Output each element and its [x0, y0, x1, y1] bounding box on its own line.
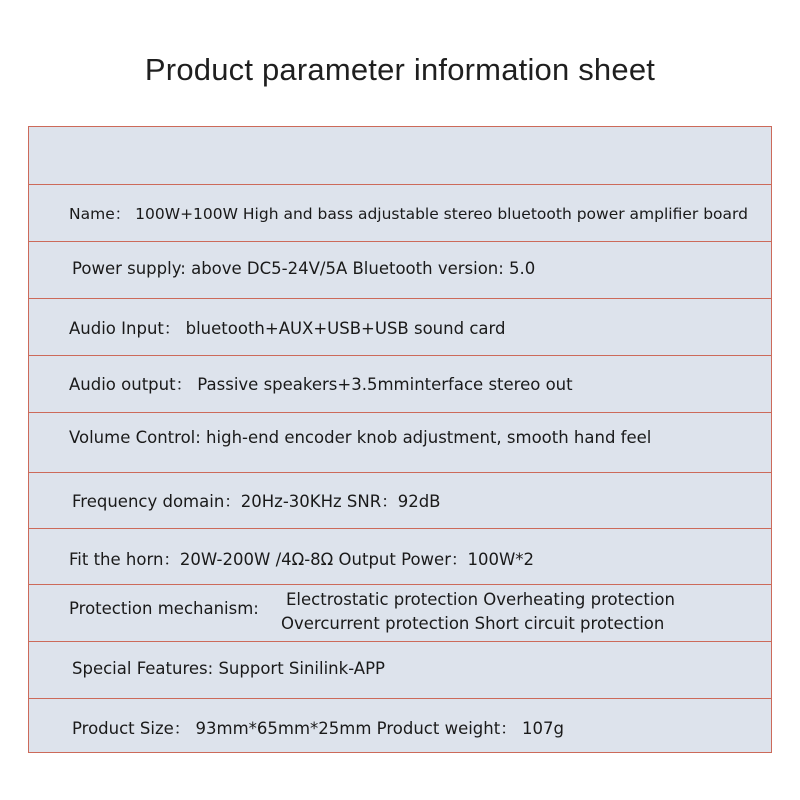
page-title: Product parameter information sheet	[144, 52, 656, 87]
protection-values	[281, 588, 675, 636]
protection-line-2: Overcurrent protection Short circuit protection	[281, 614, 665, 633]
fit-horn-text: Fit the horn：20W-200W /4Ω-8Ω Output Power：100W*2	[69, 550, 535, 569]
table-row-name	[29, 184, 771, 241]
frequency-text: Frequency domain：20Hz-30KHz SNR：92dB	[72, 492, 441, 511]
table-header-row	[29, 127, 771, 184]
table-row-frequency	[29, 472, 771, 528]
table-row-protection	[29, 584, 771, 641]
parameter-table	[28, 126, 772, 753]
volume-control-text: Volume Control: high-end encoder knob adjustment, smooth hand feel	[69, 428, 652, 447]
table-row-audio-input	[29, 298, 771, 355]
name-text: Name： 100W+100W High and bass adjustable stereo bluetooth power amplifier board	[69, 205, 748, 223]
protection-label: Protection mechanism:	[69, 599, 259, 618]
special-features-text: Special Features: Support Sinilink-APP	[72, 659, 385, 678]
audio-output-text: Audio output： Passive speakers+3.5mminterface stereo out	[69, 375, 573, 394]
table-row-volume-control	[29, 412, 771, 472]
table-row-product-size	[29, 698, 771, 754]
audio-input-text: Audio Input： bluetooth+AUX+USB+USB sound card	[69, 319, 506, 338]
table-row-fit-horn	[29, 528, 771, 584]
product-size-text: Product Size： 93mm*65mm*25mm Product weight： 107g	[72, 719, 564, 738]
protection-line-1: Electrostatic protection Overheating protection	[286, 590, 675, 609]
table-row-audio-output	[29, 355, 771, 412]
power-supply-text: Power supply: above DC5-24V/5A Bluetooth version: 5.0	[72, 259, 536, 278]
table-row-power-supply	[29, 241, 771, 298]
table-row-special-features	[29, 641, 771, 698]
